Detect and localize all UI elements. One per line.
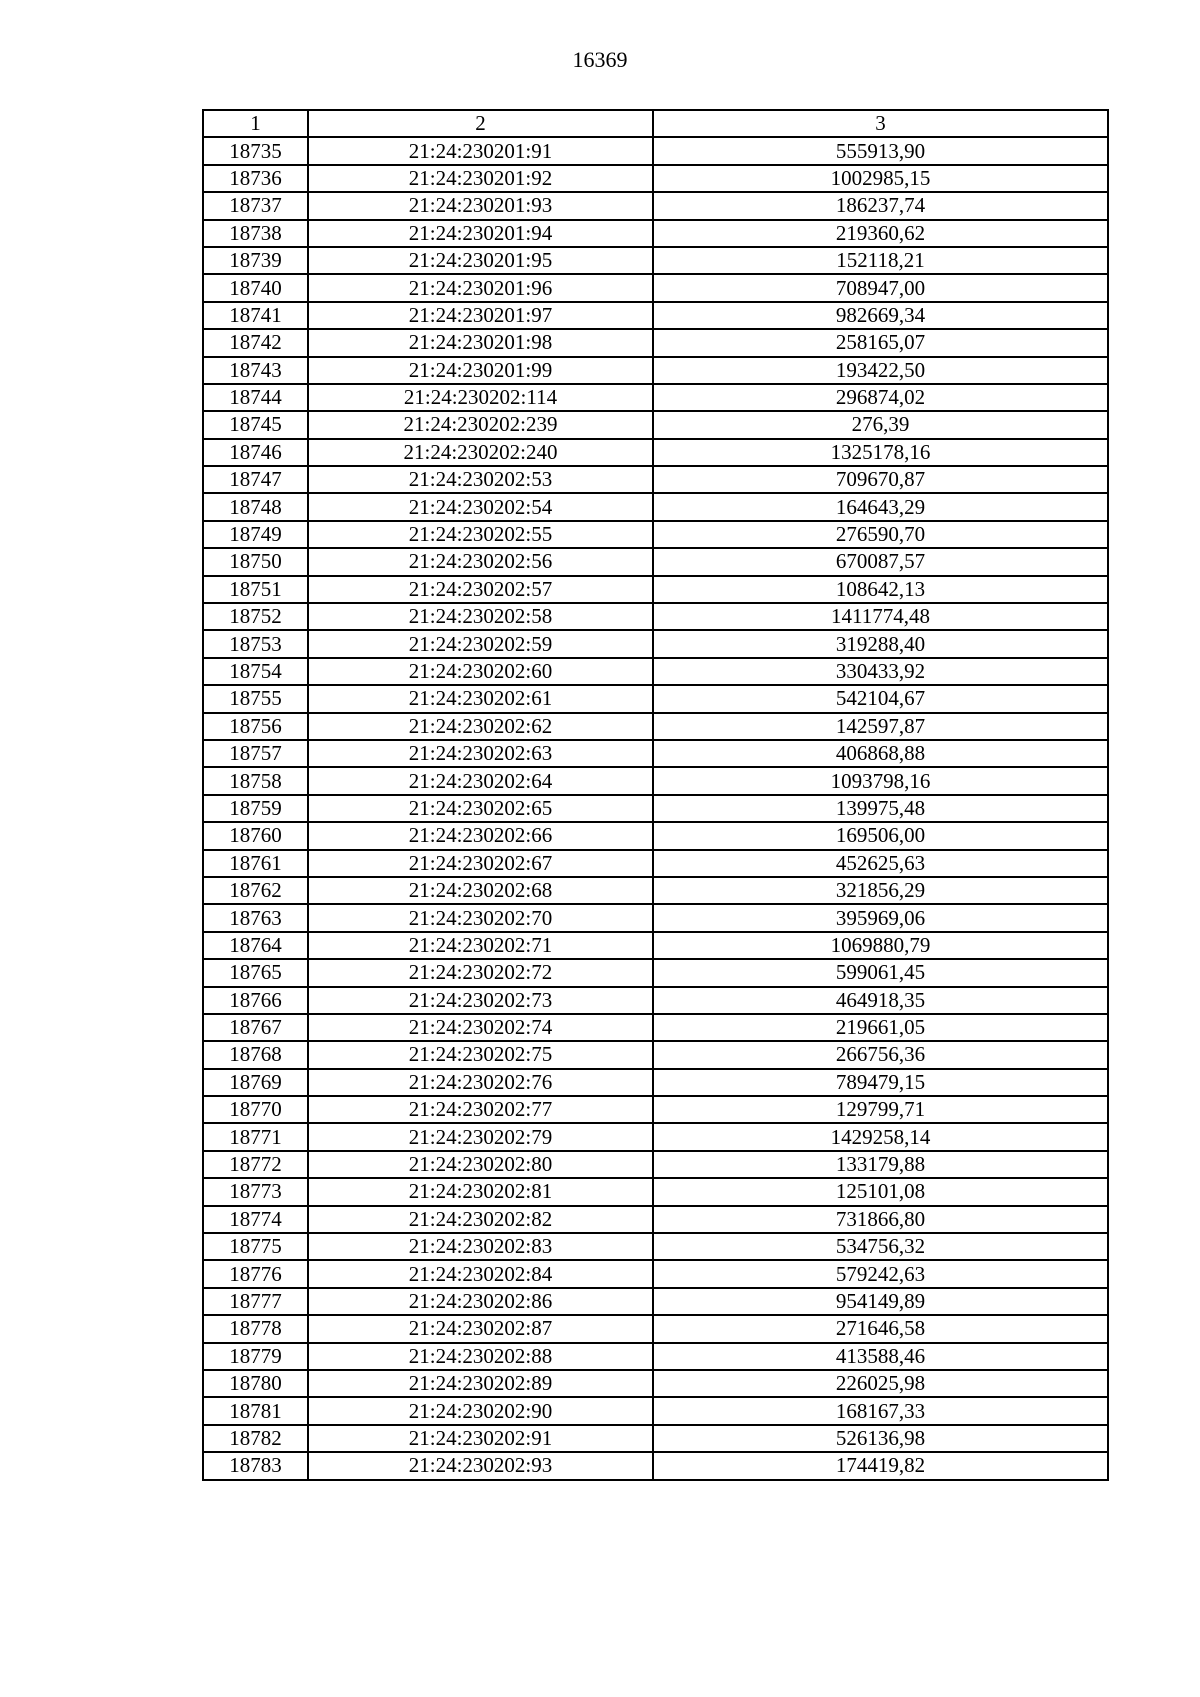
row-number-cell: 18754 xyxy=(203,658,308,685)
table-row xyxy=(203,850,1108,877)
cadastral-number-cell: 21:24:230202:64 xyxy=(308,767,653,794)
table-row xyxy=(203,877,1108,904)
value-cell: 193422,50 xyxy=(653,357,1108,384)
value-cell: 142597,87 xyxy=(653,713,1108,740)
table-body xyxy=(203,137,1108,1479)
row-number-cell: 18775 xyxy=(203,1233,308,1260)
row-number-cell: 18758 xyxy=(203,767,308,794)
cadastral-number-cell: 21:24:230202:79 xyxy=(308,1123,653,1150)
cadastral-number-cell: 21:24:230202:54 xyxy=(308,493,653,520)
value-cell: 276,39 xyxy=(653,411,1108,438)
table-row xyxy=(203,1069,1108,1096)
row-number-cell: 18756 xyxy=(203,713,308,740)
row-number-cell: 18746 xyxy=(203,439,308,466)
row-number-cell: 18767 xyxy=(203,1014,308,1041)
table-row xyxy=(203,1452,1108,1479)
row-number-cell: 18762 xyxy=(203,877,308,904)
row-number-cell: 18764 xyxy=(203,932,308,959)
value-cell: 271646,58 xyxy=(653,1315,1108,1342)
table-row xyxy=(203,548,1108,575)
table-row xyxy=(203,713,1108,740)
table-row xyxy=(203,1041,1108,1068)
row-number-cell: 18776 xyxy=(203,1260,308,1287)
data-table xyxy=(202,109,1109,1481)
cadastral-number-cell: 21:24:230202:60 xyxy=(308,658,653,685)
column-header-1: 1 xyxy=(203,110,308,137)
cadastral-number-cell: 21:24:230202:91 xyxy=(308,1425,653,1452)
value-cell: 1429258,14 xyxy=(653,1123,1108,1150)
value-cell: 670087,57 xyxy=(653,548,1108,575)
row-number-cell: 18777 xyxy=(203,1288,308,1315)
value-cell: 1093798,16 xyxy=(653,767,1108,794)
table-row xyxy=(203,1315,1108,1342)
table-row xyxy=(203,493,1108,520)
cadastral-number-cell: 21:24:230202:84 xyxy=(308,1260,653,1287)
cadastral-number-cell: 21:24:230202:81 xyxy=(308,1178,653,1205)
row-number-cell: 18738 xyxy=(203,220,308,247)
value-cell: 406868,88 xyxy=(653,740,1108,767)
table-row xyxy=(203,795,1108,822)
value-cell: 1411774,48 xyxy=(653,603,1108,630)
value-cell: 1325178,16 xyxy=(653,439,1108,466)
row-number-cell: 18750 xyxy=(203,548,308,575)
table-row xyxy=(203,1425,1108,1452)
table-row xyxy=(203,137,1108,164)
row-number-cell: 18753 xyxy=(203,630,308,657)
cadastral-number-cell: 21:24:230202:59 xyxy=(308,630,653,657)
cadastral-number-cell: 21:24:230202:86 xyxy=(308,1288,653,1315)
row-number-cell: 18742 xyxy=(203,329,308,356)
cadastral-number-cell: 21:24:230202:73 xyxy=(308,987,653,1014)
value-cell: 452625,63 xyxy=(653,850,1108,877)
value-cell: 164643,29 xyxy=(653,493,1108,520)
table-row xyxy=(203,1370,1108,1397)
cadastral-number-cell: 21:24:230202:80 xyxy=(308,1151,653,1178)
cadastral-number-cell: 21:24:230202:66 xyxy=(308,822,653,849)
row-number-cell: 18770 xyxy=(203,1096,308,1123)
cadastral-number-cell: 21:24:230201:94 xyxy=(308,220,653,247)
cadastral-number-cell: 21:24:230202:89 xyxy=(308,1370,653,1397)
cadastral-number-cell: 21:24:230202:63 xyxy=(308,740,653,767)
cadastral-number-cell: 21:24:230202:58 xyxy=(308,603,653,630)
row-number-cell: 18737 xyxy=(203,192,308,219)
value-cell: 168167,33 xyxy=(653,1397,1108,1424)
row-number-cell: 18769 xyxy=(203,1069,308,1096)
cadastral-number-cell: 21:24:230202:53 xyxy=(308,466,653,493)
cadastral-number-cell: 21:24:230201:99 xyxy=(308,357,653,384)
cadastral-number-cell: 21:24:230202:114 xyxy=(308,384,653,411)
cadastral-number-cell: 21:24:230202:62 xyxy=(308,713,653,740)
cadastral-number-cell: 21:24:230202:74 xyxy=(308,1014,653,1041)
row-number-cell: 18757 xyxy=(203,740,308,767)
value-cell: 413588,46 xyxy=(653,1343,1108,1370)
table-row xyxy=(203,822,1108,849)
value-cell: 709670,87 xyxy=(653,466,1108,493)
cadastral-number-cell: 21:24:230202:72 xyxy=(308,959,653,986)
table-row xyxy=(203,1178,1108,1205)
column-header-3: 3 xyxy=(653,110,1108,137)
cadastral-number-cell: 21:24:230202:71 xyxy=(308,932,653,959)
value-cell: 534756,32 xyxy=(653,1233,1108,1260)
table-row xyxy=(203,904,1108,931)
row-number-cell: 18763 xyxy=(203,904,308,931)
row-number-cell: 18760 xyxy=(203,822,308,849)
table-row xyxy=(203,521,1108,548)
cadastral-number-cell: 21:24:230202:93 xyxy=(308,1452,653,1479)
value-cell: 1002985,15 xyxy=(653,165,1108,192)
row-number-cell: 18745 xyxy=(203,411,308,438)
table-row xyxy=(203,274,1108,301)
row-number-cell: 18752 xyxy=(203,603,308,630)
table-row xyxy=(203,630,1108,657)
cadastral-number-cell: 21:24:230202:56 xyxy=(308,548,653,575)
value-cell: 599061,45 xyxy=(653,959,1108,986)
value-cell: 169506,00 xyxy=(653,822,1108,849)
value-cell: 464918,35 xyxy=(653,987,1108,1014)
value-cell: 1069880,79 xyxy=(653,932,1108,959)
value-cell: 982669,34 xyxy=(653,302,1108,329)
row-number-cell: 18768 xyxy=(203,1041,308,1068)
value-cell: 152118,21 xyxy=(653,247,1108,274)
value-cell: 321856,29 xyxy=(653,877,1108,904)
page-number: 16369 xyxy=(572,47,628,72)
row-number-cell: 18781 xyxy=(203,1397,308,1424)
row-number-cell: 18774 xyxy=(203,1206,308,1233)
cadastral-number-cell: 21:24:230202:70 xyxy=(308,904,653,931)
value-cell: 330433,92 xyxy=(653,658,1108,685)
row-number-cell: 18778 xyxy=(203,1315,308,1342)
table-row xyxy=(203,220,1108,247)
column-header-2: 2 xyxy=(308,110,653,137)
value-cell: 108642,13 xyxy=(653,576,1108,603)
cadastral-number-cell: 21:24:230202:68 xyxy=(308,877,653,904)
row-number-cell: 18735 xyxy=(203,137,308,164)
table-row xyxy=(203,1096,1108,1123)
row-number-cell: 18773 xyxy=(203,1178,308,1205)
cadastral-number-cell: 21:24:230201:98 xyxy=(308,329,653,356)
row-number-cell: 18779 xyxy=(203,1343,308,1370)
cadastral-number-cell: 21:24:230201:96 xyxy=(308,274,653,301)
table-row xyxy=(203,1233,1108,1260)
value-cell: 186237,74 xyxy=(653,192,1108,219)
row-number-cell: 18747 xyxy=(203,466,308,493)
row-number-cell: 18743 xyxy=(203,357,308,384)
value-cell: 125101,08 xyxy=(653,1178,1108,1205)
value-cell: 579242,63 xyxy=(653,1260,1108,1287)
cadastral-number-cell: 21:24:230201:91 xyxy=(308,137,653,164)
row-number-cell: 18780 xyxy=(203,1370,308,1397)
table-row xyxy=(203,165,1108,192)
row-number-cell: 18744 xyxy=(203,384,308,411)
cadastral-number-cell: 21:24:230202:82 xyxy=(308,1206,653,1233)
table-row xyxy=(203,466,1108,493)
value-cell: 139975,48 xyxy=(653,795,1108,822)
table-row xyxy=(203,1343,1108,1370)
cadastral-number-cell: 21:24:230202:67 xyxy=(308,850,653,877)
table-row xyxy=(203,384,1108,411)
row-number-cell: 18766 xyxy=(203,987,308,1014)
row-number-cell: 18749 xyxy=(203,521,308,548)
cadastral-number-cell: 21:24:230202:55 xyxy=(308,521,653,548)
table-row xyxy=(203,1206,1108,1233)
cadastral-number-cell: 21:24:230202:76 xyxy=(308,1069,653,1096)
value-cell: 276590,70 xyxy=(653,521,1108,548)
table-row xyxy=(203,1151,1108,1178)
table-row xyxy=(203,411,1108,438)
cadastral-number-cell: 21:24:230202:240 xyxy=(308,439,653,466)
value-cell: 526136,98 xyxy=(653,1425,1108,1452)
table-row xyxy=(203,192,1108,219)
cadastral-number-cell: 21:24:230202:65 xyxy=(308,795,653,822)
table-row xyxy=(203,740,1108,767)
table-row xyxy=(203,247,1108,274)
row-number-cell: 18741 xyxy=(203,302,308,329)
row-number-cell: 18771 xyxy=(203,1123,308,1150)
value-cell: 226025,98 xyxy=(653,1370,1108,1397)
cadastral-number-cell: 21:24:230201:92 xyxy=(308,165,653,192)
value-cell: 266756,36 xyxy=(653,1041,1108,1068)
cadastral-number-cell: 21:24:230201:95 xyxy=(308,247,653,274)
cadastral-number-cell: 21:24:230202:77 xyxy=(308,1096,653,1123)
value-cell: 258165,07 xyxy=(653,329,1108,356)
cadastral-number-cell: 21:24:230202:239 xyxy=(308,411,653,438)
row-number-cell: 18759 xyxy=(203,795,308,822)
row-number-cell: 18782 xyxy=(203,1425,308,1452)
table-row xyxy=(203,658,1108,685)
value-cell: 133179,88 xyxy=(653,1151,1108,1178)
value-cell: 319288,40 xyxy=(653,630,1108,657)
cadastral-number-cell: 21:24:230202:87 xyxy=(308,1315,653,1342)
row-number-cell: 18751 xyxy=(203,576,308,603)
cadastral-number-cell: 21:24:230202:61 xyxy=(308,685,653,712)
row-number-cell: 18761 xyxy=(203,850,308,877)
table-row xyxy=(203,439,1108,466)
value-cell: 789479,15 xyxy=(653,1069,1108,1096)
cadastral-number-cell: 21:24:230202:57 xyxy=(308,576,653,603)
table-row xyxy=(203,685,1108,712)
table-row xyxy=(203,1260,1108,1287)
table-row xyxy=(203,1397,1108,1424)
row-number-cell: 18772 xyxy=(203,1151,308,1178)
cadastral-number-cell: 21:24:230201:93 xyxy=(308,192,653,219)
table-row xyxy=(203,302,1108,329)
value-cell: 954149,89 xyxy=(653,1288,1108,1315)
value-cell: 395969,06 xyxy=(653,904,1108,931)
table-row xyxy=(203,329,1108,356)
value-cell: 731866,80 xyxy=(653,1206,1108,1233)
cadastral-number-cell: 21:24:230202:90 xyxy=(308,1397,653,1424)
table-row xyxy=(203,576,1108,603)
table-row xyxy=(203,767,1108,794)
table-row xyxy=(203,959,1108,986)
value-cell: 708947,00 xyxy=(653,274,1108,301)
table-row xyxy=(203,1123,1108,1150)
cadastral-number-cell: 21:24:230202:83 xyxy=(308,1233,653,1260)
table-header-row xyxy=(203,110,1108,137)
value-cell: 174419,82 xyxy=(653,1452,1108,1479)
value-cell: 542104,67 xyxy=(653,685,1108,712)
row-number-cell: 18739 xyxy=(203,247,308,274)
row-number-cell: 18740 xyxy=(203,274,308,301)
row-number-cell: 18755 xyxy=(203,685,308,712)
value-cell: 555913,90 xyxy=(653,137,1108,164)
row-number-cell: 18748 xyxy=(203,493,308,520)
cadastral-number-cell: 21:24:230202:75 xyxy=(308,1041,653,1068)
value-cell: 219360,62 xyxy=(653,220,1108,247)
value-cell: 296874,02 xyxy=(653,384,1108,411)
row-number-cell: 18783 xyxy=(203,1452,308,1479)
cadastral-number-cell: 21:24:230202:88 xyxy=(308,1343,653,1370)
value-cell: 219661,05 xyxy=(653,1014,1108,1041)
table-row xyxy=(203,357,1108,384)
row-number-cell: 18765 xyxy=(203,959,308,986)
table-row xyxy=(203,1288,1108,1315)
row-number-cell: 18736 xyxy=(203,165,308,192)
table-row xyxy=(203,1014,1108,1041)
value-cell: 129799,71 xyxy=(653,1096,1108,1123)
cadastral-number-cell: 21:24:230201:97 xyxy=(308,302,653,329)
table-row xyxy=(203,932,1108,959)
table-row xyxy=(203,603,1108,630)
table-row xyxy=(203,987,1108,1014)
